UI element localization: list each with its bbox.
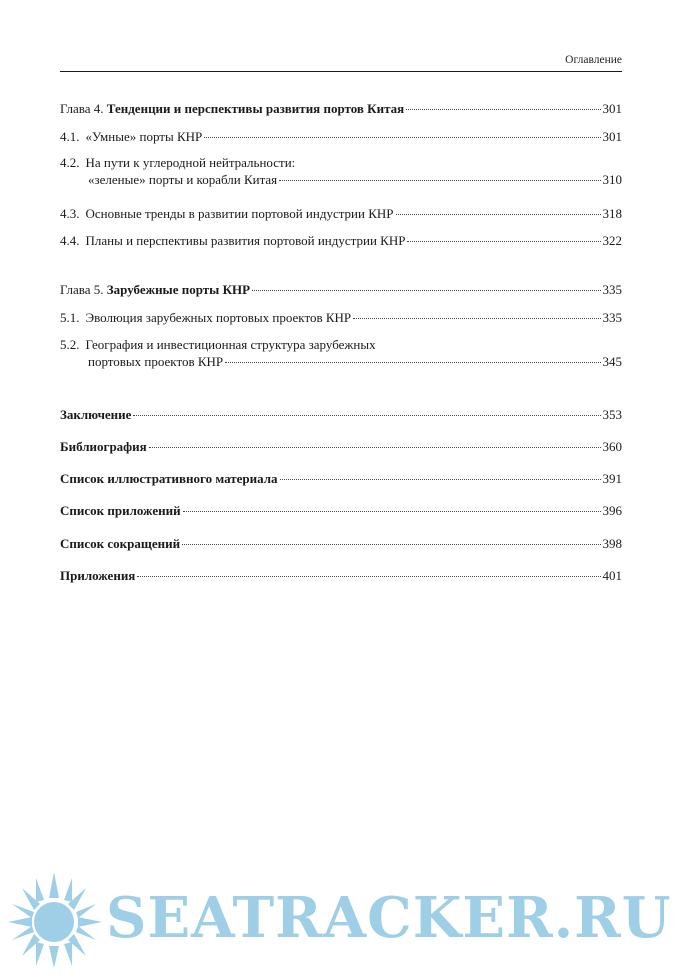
toc-entry-5-2[interactable] (60, 337, 622, 370)
section-number: 4.4. (60, 233, 80, 248)
section-title: Эволюция зарубежных портовых проектов КНР (85, 310, 352, 325)
entry-title: Список приложений (60, 503, 181, 518)
page-number: 396 (602, 503, 622, 518)
page-number: 310 (602, 172, 622, 187)
dot-leader (204, 125, 600, 138)
dot-leader (279, 168, 600, 181)
chapter-title: Зарубежные порты КНР (106, 282, 251, 297)
toc-entry-appendix-list[interactable] (60, 502, 622, 519)
toc-entry-abbreviations[interactable] (60, 535, 622, 552)
toc-entry-4-3[interactable] (60, 205, 622, 222)
section-title-line2: портовых проектов КНР (88, 354, 224, 369)
dot-leader (225, 350, 600, 363)
dot-leader (280, 467, 601, 480)
section-title: Основные тренды в развитии портовой индустрии КНР (85, 206, 394, 221)
page-number: 360 (602, 439, 622, 454)
section-number: 5.1. (60, 310, 80, 325)
section-number: 4.1. (60, 129, 80, 144)
toc-entry-conclusion[interactable] (60, 406, 622, 423)
chapter-prefix: Глава 4. (60, 101, 104, 116)
dot-leader (406, 97, 600, 110)
chapter-title: Тенденции и перспективы развития портов Китая (106, 101, 405, 116)
entry-title: Заключение (60, 407, 132, 422)
dot-leader (182, 532, 600, 545)
section-title-line1: География и инвестиционная структура зарубежных (85, 337, 376, 352)
page-number: 391 (602, 471, 622, 486)
header-rule (60, 71, 622, 72)
dot-leader (252, 278, 600, 291)
page-number: 335 (602, 310, 622, 325)
running-title: Оглавление (565, 54, 622, 66)
section-title-line1: На пути к углеродной нейтральности: (85, 155, 296, 170)
dot-leader (183, 499, 601, 512)
dot-leader (407, 229, 600, 242)
page-number: 322 (602, 233, 622, 248)
section-number: 4.2. (60, 155, 80, 170)
page-number: 301 (602, 101, 622, 116)
watermark (8, 868, 678, 968)
page-number: 318 (602, 206, 622, 221)
chapter-prefix: Глава 5. (60, 282, 104, 297)
page-number: 301 (602, 129, 622, 144)
toc-entry-illustrations[interactable] (60, 470, 622, 487)
entry-title: Библиография (60, 439, 147, 454)
page-number: 345 (602, 354, 622, 369)
entry-title: Список сокращений (60, 536, 181, 551)
watermark-text: SEATRACKER.RU (106, 885, 672, 951)
toc-entry-appendices[interactable] (60, 567, 622, 584)
dot-leader (149, 435, 601, 448)
dot-leader (137, 564, 600, 577)
dot-leader (133, 403, 600, 416)
toc-entry-5-1[interactable] (60, 309, 622, 326)
page-number: 398 (602, 536, 622, 551)
section-title: «Умные» порты КНР (85, 129, 203, 144)
toc-entry-chapter-4[interactable] (60, 100, 622, 117)
section-title: Планы и перспективы развития портовой индустрии КНР (85, 233, 406, 248)
toc-entry-4-1[interactable] (60, 128, 622, 145)
toc-entry-chapter-5[interactable] (60, 281, 622, 298)
dot-leader (396, 202, 601, 215)
dot-leader (353, 306, 600, 319)
entry-title: Список иллюстративного материала (60, 471, 278, 486)
section-title-line2: «зеленые» порты и корабли Китая (88, 172, 278, 187)
section-number: 4.3. (60, 206, 80, 221)
toc-entry-4-2[interactable] (60, 155, 622, 188)
section-number: 5.2. (60, 337, 80, 352)
toc-entry-4-4[interactable] (60, 232, 622, 249)
page-number: 335 (602, 282, 622, 297)
page-number: 401 (602, 568, 622, 583)
sun-icon (8, 868, 104, 968)
page-number: 353 (602, 407, 622, 422)
toc-entry-bibliography[interactable] (60, 438, 622, 455)
entry-title: Приложения (60, 568, 136, 583)
